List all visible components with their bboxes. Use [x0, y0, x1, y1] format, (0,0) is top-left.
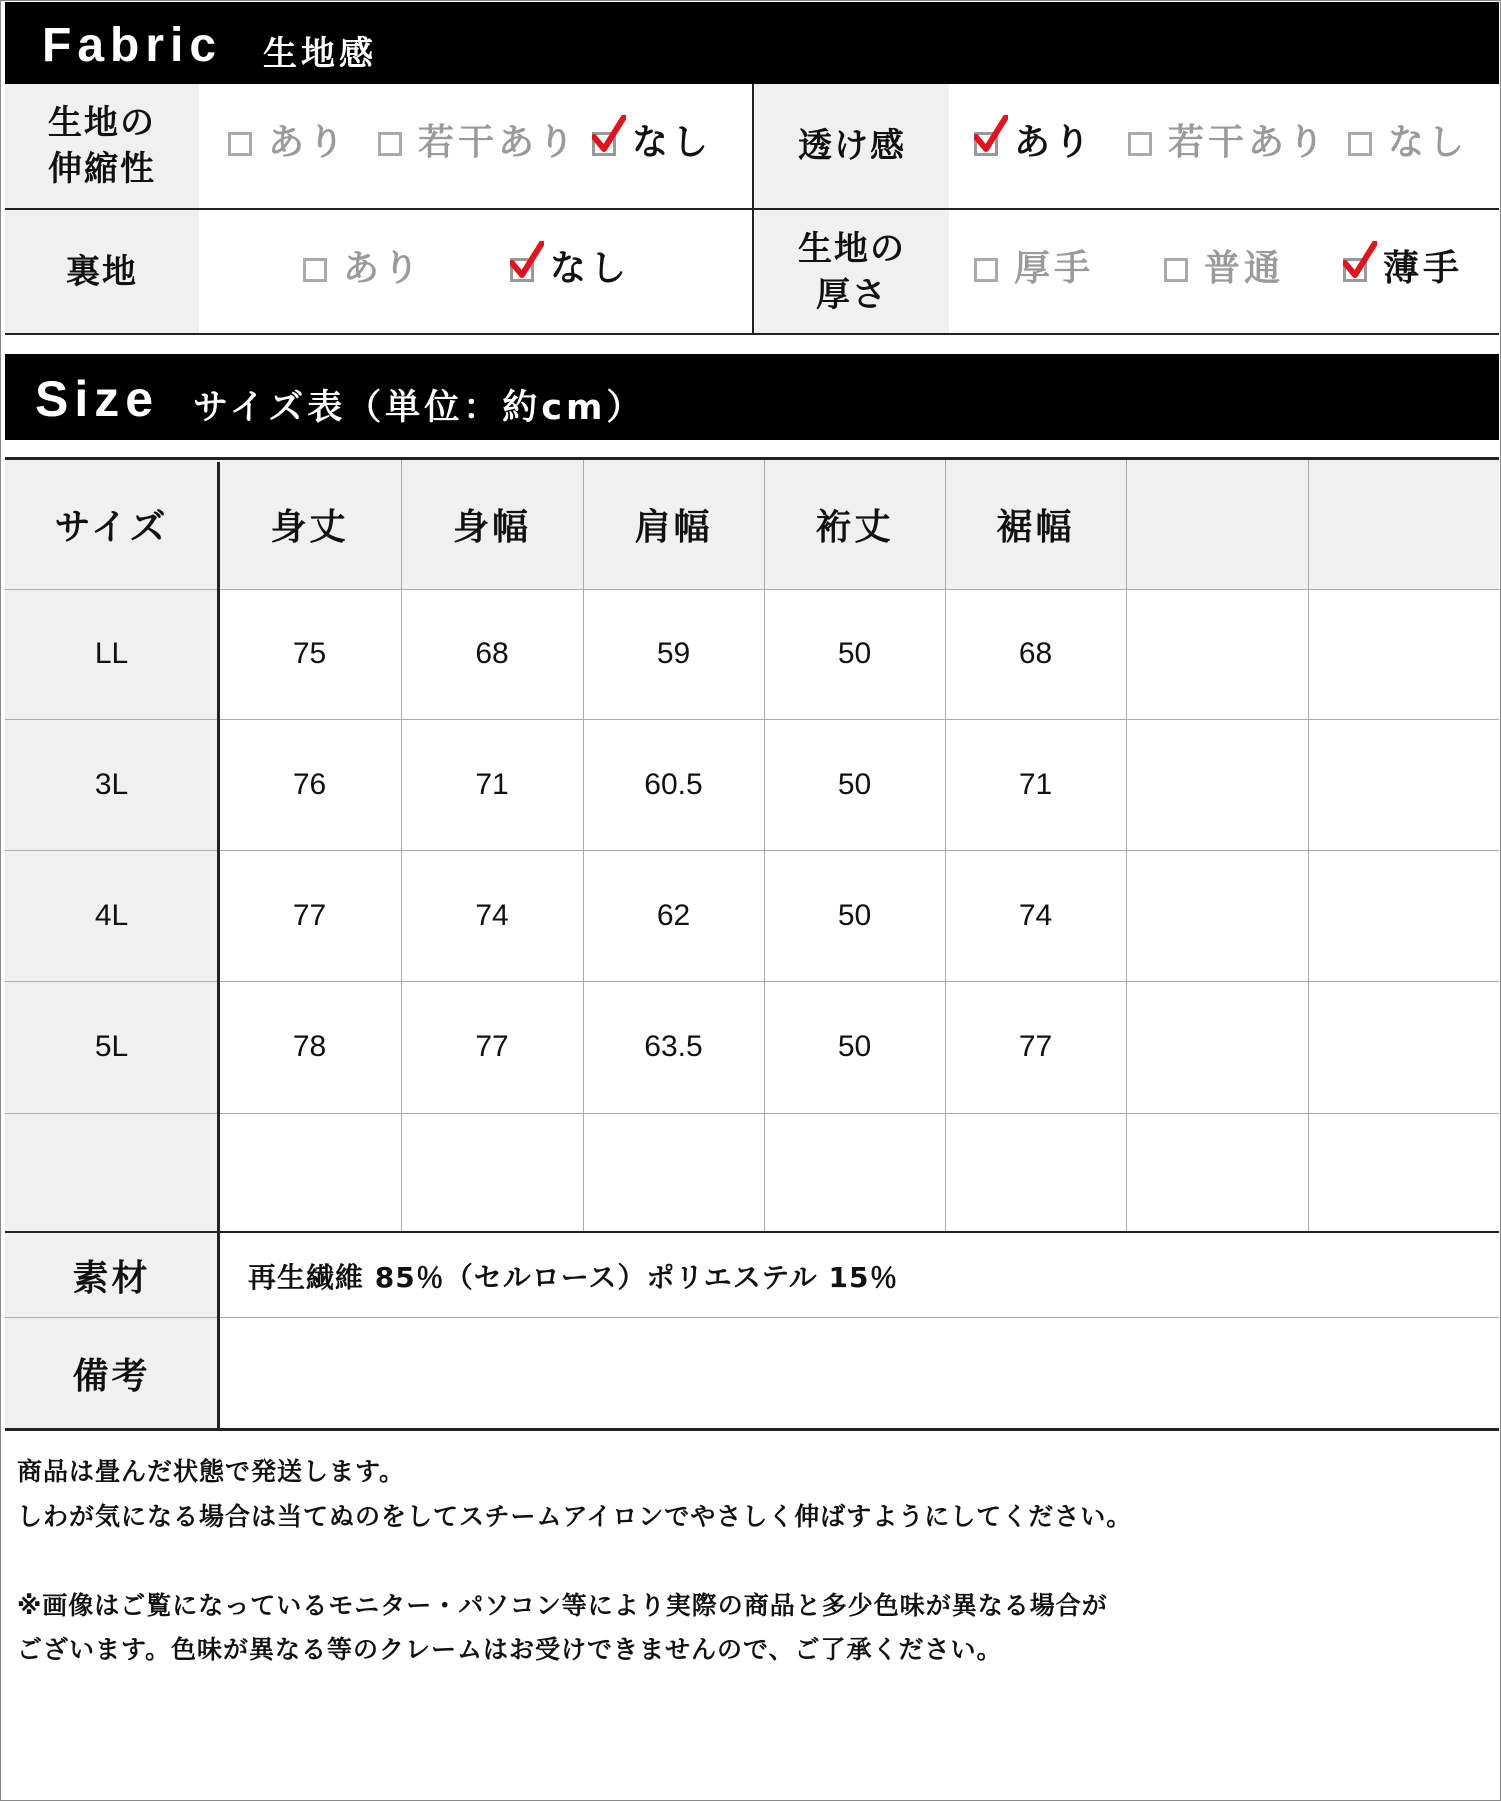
checkbox-icon[interactable] — [303, 258, 327, 282]
table-cell — [1126, 719, 1308, 850]
table-cell: 78 — [292, 1030, 327, 1063]
note-line: ※画像はご覧になっているモニター・パソコン等により実際の商品と多少色味が異なる場合が — [17, 1591, 1108, 1620]
table-cell — [1126, 981, 1308, 1113]
table-cell — [764, 1113, 945, 1232]
checkbox-icon[interactable] — [1128, 132, 1152, 156]
size-label-cell — [5, 1113, 218, 1232]
size-label-cell: 4L — [94, 898, 129, 932]
option-1-0-0[interactable] — [303, 240, 423, 291]
column-header: 身丈 — [270, 507, 349, 548]
table-cell: 74 — [475, 898, 509, 932]
option-label: あり — [343, 248, 424, 289]
column-header — [1308, 460, 1499, 589]
option-1-1-1[interactable] — [1164, 240, 1284, 291]
table-cell: 59 — [656, 637, 691, 670]
size-title-en: Size — [35, 371, 160, 427]
table-cell: 63.5 — [644, 1030, 703, 1063]
table-cell — [218, 1113, 401, 1232]
option-label: 若干あり — [1168, 122, 1329, 163]
stretch-label: 生地の 伸縮性 — [5, 84, 199, 208]
size-label-cell: LL — [94, 637, 129, 670]
size-label-cell: 3L — [94, 767, 129, 801]
material-value: 再生繊維 85％（セルロース）ポリエステル 15％ — [248, 1261, 899, 1294]
checked-checkbox-icon[interactable] — [592, 132, 616, 156]
column-header: 身幅 — [452, 507, 531, 548]
fabric-center-divider — [752, 84, 754, 334]
checked-checkbox-icon[interactable] — [510, 258, 534, 282]
option-label: 厚手 — [1014, 248, 1095, 289]
table-cell: 62 — [656, 898, 691, 932]
sheerness-label: 透け感 — [755, 84, 949, 208]
note-line: 商品は畳んだ状態で発送します。 — [17, 1457, 406, 1486]
option-label: なし — [550, 248, 631, 289]
table-cell — [1126, 850, 1308, 981]
option-label: なし — [1388, 122, 1469, 163]
fabric-title-en: Fabric — [42, 19, 223, 72]
table-cell: 71 — [1018, 767, 1053, 801]
table-cell: 50 — [837, 898, 872, 932]
checkbox-icon[interactable] — [378, 132, 402, 156]
fabric-title-jp: 生地感 — [263, 34, 377, 74]
checked-checkbox-icon[interactable] — [1343, 258, 1367, 282]
lining-label: 裏地 — [5, 210, 199, 334]
size-title-jp: サイズ表（単位：約cm） — [193, 388, 646, 428]
note-line: しわが気になる場合は当てぬのをしてスチームアイロンでやさしく伸ばすようにしてください。 — [17, 1502, 1133, 1531]
table-cell — [1308, 850, 1499, 981]
table-cell: 71 — [475, 767, 509, 801]
option-0-1-2[interactable] — [1348, 114, 1468, 165]
option-0-0-0[interactable] — [228, 114, 348, 165]
table-cell: 77 — [1018, 1030, 1053, 1063]
table-cell — [945, 1113, 1126, 1232]
table-cell: 75 — [292, 637, 327, 670]
table-cell: 68 — [1018, 637, 1053, 670]
option-1-1-0[interactable] — [974, 240, 1094, 291]
table-cell — [1126, 1113, 1308, 1232]
option-1-0-1-checked[interactable] — [510, 240, 630, 291]
column-header: サイズ — [54, 507, 169, 548]
table-cell — [1308, 981, 1499, 1113]
option-0-0-2-checked[interactable] — [592, 114, 712, 165]
option-label: 若干あり — [418, 122, 579, 163]
table-cell: 74 — [1018, 898, 1053, 932]
thickness-label: 生地の 厚さ — [755, 210, 949, 334]
column-header: 裾幅 — [996, 507, 1075, 548]
column-header — [1126, 460, 1308, 589]
note-line: ございます。色味が異なる等のクレームはお受けできませんので、ご了承ください。 — [17, 1635, 1003, 1664]
table-cell: 76 — [292, 767, 327, 801]
remarks-label: 備考 — [72, 1355, 151, 1397]
table-cell: 77 — [292, 898, 327, 932]
table-cell — [1308, 719, 1499, 850]
footer-divider — [5, 1317, 1499, 1318]
table-cell — [401, 1113, 583, 1232]
checkbox-icon[interactable] — [1348, 132, 1372, 156]
table-cell: 77 — [475, 1030, 509, 1063]
option-label: あり — [268, 122, 349, 163]
table-cell — [1308, 1113, 1499, 1232]
table-cell — [1126, 589, 1308, 719]
checkbox-icon[interactable] — [1164, 258, 1188, 282]
table-cell: 68 — [475, 637, 509, 670]
option-label: 普通 — [1204, 248, 1285, 289]
table-cell — [583, 1113, 764, 1232]
option-0-0-1[interactable] — [378, 114, 578, 165]
option-label: なし — [632, 122, 713, 163]
table-cell: 50 — [837, 637, 872, 670]
option-label: 薄手 — [1383, 248, 1464, 289]
size-label-cell: 5L — [94, 1030, 129, 1063]
checkbox-icon[interactable] — [974, 258, 998, 282]
option-1-1-2-checked[interactable] — [1343, 240, 1463, 291]
fabric-header-bar — [5, 2, 1499, 84]
table-cell — [1308, 589, 1499, 719]
table-cell: 50 — [837, 767, 872, 801]
checked-checkbox-icon[interactable] — [974, 132, 998, 156]
size-header-bar — [5, 354, 1499, 440]
option-label: あり — [1014, 122, 1095, 163]
column-header: 肩幅 — [634, 507, 713, 548]
column-header: 裄丈 — [815, 507, 894, 548]
option-0-1-0-checked[interactable] — [974, 114, 1094, 165]
option-0-1-1[interactable] — [1128, 114, 1328, 165]
table-cell: 50 — [837, 1030, 872, 1063]
checkbox-icon[interactable] — [228, 132, 252, 156]
table-bottom-line — [5, 1428, 1499, 1431]
table-cell: 60.5 — [644, 767, 703, 801]
material-label: 素材 — [72, 1257, 151, 1299]
